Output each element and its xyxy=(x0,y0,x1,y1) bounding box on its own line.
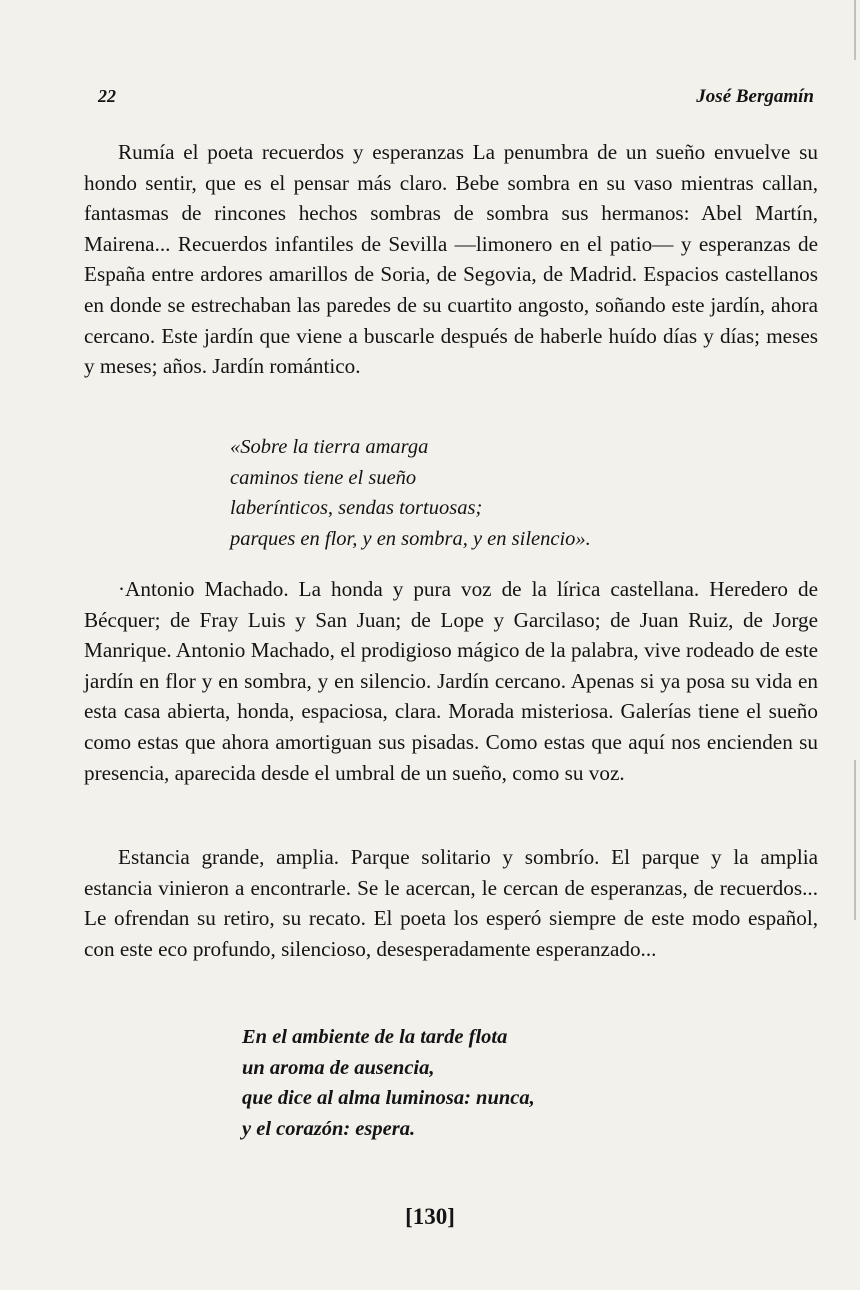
footer-page-number: [130] xyxy=(405,1204,455,1229)
paragraph-antonio-machado: ·Antonio Machado. La honda y pura voz de la lírica castellana. Heredero de Bécquer; de Fray Luis y San Juan; de Lope y Garcilaso; de Juan Ruiz, de Jorge Manrique. Antonio Machado, el prodigioso mágico de la palabra, vive rodeado de este jardín en flor y en sombra, y en silencio. Jardín cercano. Apenas si ya posa su vida en esta casa abierta, honda, espaciosa, clara. Morada misteriosa. Galerías tiene el sueño como estas que ahora amortiguan sus pisadas. Como estas que aquí nos encienden su presencia, aparecida desde el umbral de un sueño, como su voz. xyxy=(84,577,818,785)
verse-line: «Sobre la tierra amarga xyxy=(230,436,429,458)
page-header xyxy=(98,86,814,116)
verse-quote-en-el-ambiente xyxy=(242,1022,535,1144)
verse-line: caminos tiene el sueño xyxy=(230,466,417,489)
verse-line: que dice al alma luminosa: nunca, xyxy=(242,1087,535,1109)
verse-quote-sobre-la-tierra xyxy=(230,432,591,554)
verse-line: y el corazón: espera. xyxy=(242,1117,416,1140)
running-head-author: José Bergamín xyxy=(696,86,814,107)
verse-line: laberínticos, sendas tortuosas; xyxy=(230,497,483,519)
verse-line: parques en flor, y en sombra, y en silencio». xyxy=(230,527,591,550)
page-number: 22 xyxy=(98,86,116,106)
scan-edge-mark xyxy=(854,0,856,60)
verse-line: un aroma de ausencia, xyxy=(242,1056,435,1079)
paragraph-rumia: Rumía el poeta recuerdos y esperanzas La penumbra de un sueño envuelve su hondo sentir, que es el pensar más claro. Bebe sombra en su vaso mientras callan, fantasmas de rincones hechos sombras de sombra sus hermanos: Abel Martín, Mairena... Recuerdos infantiles de Sevilla —limonero en el patio— y esperanzas de España entre ardores amarillos de Soria, de Segovia, de Madrid. Espacios castellanos en donde se estrechaban las paredes de su cuartito angosto, soñando este jardín, ahora cercano. Este jardín que viene a buscarle después de haberle huído días y días; meses y meses; años. Jardín romántico. xyxy=(84,140,818,379)
verse-line: En el ambiente de la tarde flota xyxy=(242,1026,508,1048)
paragraph-estancia: Estancia grande, amplia. Parque solitario y sombrío. El parque y la amplia estancia vinieron a encontrarle. Se le acercan, le cercan de esperanzas, de recuerdos... Le ofrendan su retiro, su recato. El poeta los esperó siempre de este modo español, con este eco profundo, silencioso, desesperadamente esperanzado... xyxy=(84,845,818,961)
scan-edge-mark xyxy=(854,760,856,920)
